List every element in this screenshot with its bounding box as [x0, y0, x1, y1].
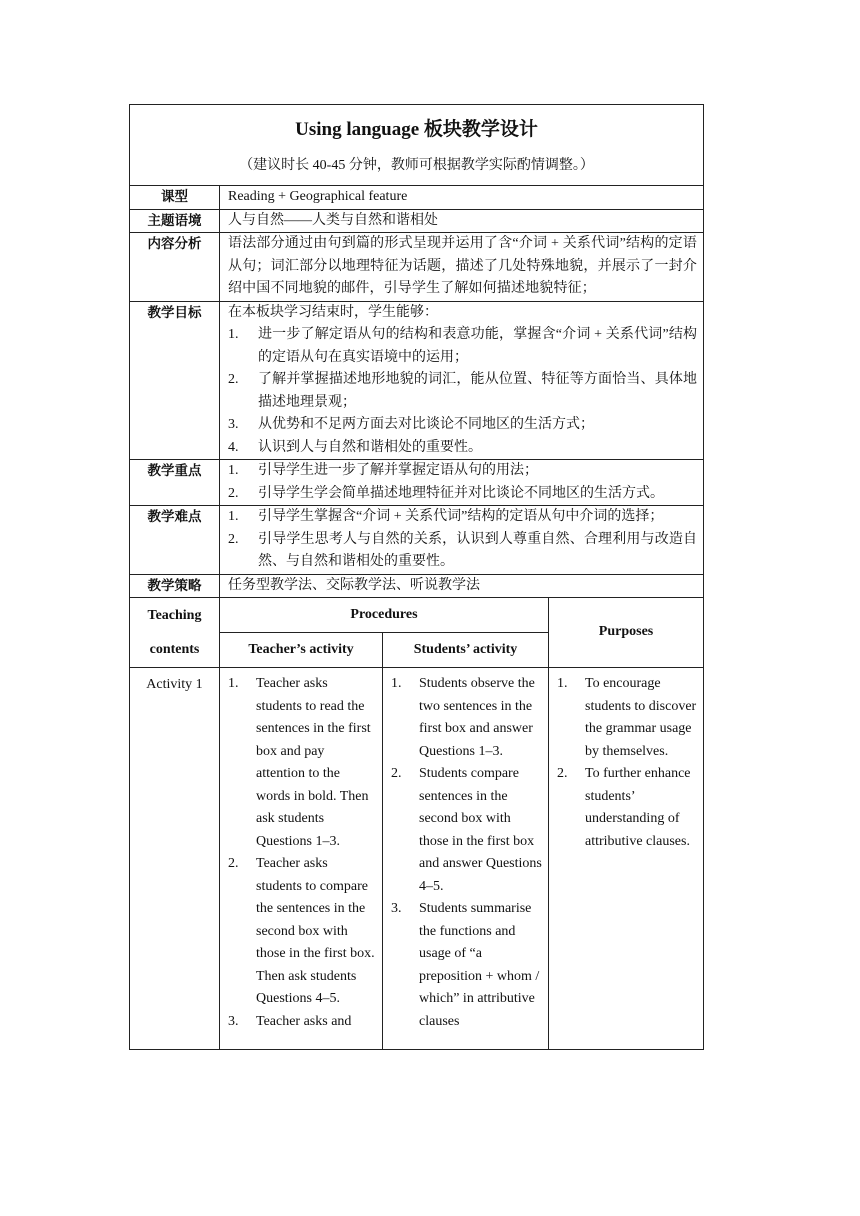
difficulties-list	[228, 506, 697, 574]
document-title: Using language 板块教学设计	[295, 119, 538, 140]
strategies-row	[130, 574, 704, 598]
teacher-activity-header: Teacher’s activity	[220, 633, 383, 668]
objectives-list	[228, 324, 697, 459]
procedures-header: Procedures	[220, 598, 549, 633]
list-item: 1. To encourage students to discover the grammar usage by themselves.	[557, 676, 697, 759]
students-activity-header: Students’ activity	[383, 633, 549, 668]
difficulties-row	[130, 506, 704, 575]
teacher-activity-cell	[220, 668, 383, 1050]
lesson-plan-page	[129, 104, 703, 1050]
course-type-value: Reading + Geographical feature	[220, 186, 704, 210]
activity-1-row	[130, 668, 704, 1050]
key-points-row	[130, 460, 704, 506]
activity-1-label: Activity 1	[130, 668, 220, 1050]
procedures-header-row-1	[130, 598, 704, 633]
list-item: 1. 引导学生掌握含“介词 + 关系代词”结构的定语从句中介词的选择；	[228, 509, 664, 524]
list-item: 2. To further enhance students’ understanding of attributive clauses.	[557, 766, 691, 849]
objectives-intro: 在本板块学习结束时，学生能够：	[228, 304, 438, 320]
objectives-row	[130, 301, 704, 460]
list-item: 3. Students summarise the functions and usage of “a preposition + whom / which” in attributive clauses	[391, 901, 540, 1029]
objectives-label: 教学目标	[130, 301, 220, 460]
theme-row	[130, 209, 704, 233]
course-type-label: 课型	[130, 186, 220, 210]
course-type-row	[130, 186, 704, 210]
purposes-cell	[549, 668, 704, 1050]
document-subtitle: （建议时长 40-45 分钟，教师可根据教学实际酌情调整。）	[239, 158, 594, 173]
teaching-contents-header: Teaching contents	[130, 598, 220, 668]
list-item: 2. 了解并掌握描述地形地貌的词汇，能从位置、特征等方面恰当、具体地描述地理景观；	[228, 372, 698, 410]
list-item: 3. Teacher asks and	[228, 1013, 352, 1029]
list-item: 2. Teacher asks students to compare the sentences in the second box with those in the first box. Then ask students Questions 4–5.	[228, 856, 375, 1006]
list-item: 1. 进一步了解定语从句的结构和表意功能，掌握含“介词 + 关系代词”结构的定语从句在真实语境中的运用；	[228, 327, 698, 365]
list-item: 1. Teacher asks students to read the sentences in the first box and pay attention to the words in bold. Then ask students Questions 1–3.	[228, 676, 371, 849]
difficulties-label: 教学难点	[130, 506, 220, 575]
list-item: 2. 引导学生学会简单描述地理特征并对比谈论不同地区的生活方式。	[228, 485, 664, 501]
list-item: 3. 从优势和不足两方面去对比谈论不同地区的生活方式；	[228, 417, 594, 432]
list-item: 4. 认识到人与自然和谐相处的重要性。	[228, 439, 482, 455]
students-activity-cell	[383, 668, 549, 1050]
strategies-value: 任务型教学法、交际教学法、听说教学法	[220, 574, 704, 598]
list-item: 1. Students observe the two sentences in the first box and answer Questions 1–3.	[391, 676, 535, 759]
content-analysis-label: 内容分析	[130, 233, 220, 302]
list-item: 1. 引导学生进一步了解并掌握定语从句的用法；	[228, 463, 538, 478]
strategies-label: 教学策略	[130, 574, 220, 598]
theme-value: 人与自然——人类与自然和谐相处	[220, 209, 704, 233]
list-item: 2. Students compare sentences in the second box with those in the first box and answer Questions 4–5.	[391, 766, 542, 894]
title-row	[130, 105, 704, 186]
list-item: 2. 引导学生思考人与自然的关系，认识到人尊重自然、合理利用与改造自然、与自然和谐相处的重要性。	[228, 531, 698, 569]
key-points-list	[228, 460, 697, 505]
theme-label: 主题语境	[130, 209, 220, 233]
key-points-label: 教学重点	[130, 460, 220, 506]
content-analysis-value: 语法部分通过由句到篇的形式呈现并运用了含“介词 + 关系代词”结构的定语从句；词汇部分以地理特征为话题，描述了几处特殊地貌，并展示了一封介绍中国不同地貌的邮件，引导学生了解如何描述地貌特征；	[220, 233, 704, 302]
purposes-header: Purposes	[549, 598, 704, 668]
lesson-plan-table	[129, 104, 704, 1050]
content-analysis-row	[130, 233, 704, 302]
